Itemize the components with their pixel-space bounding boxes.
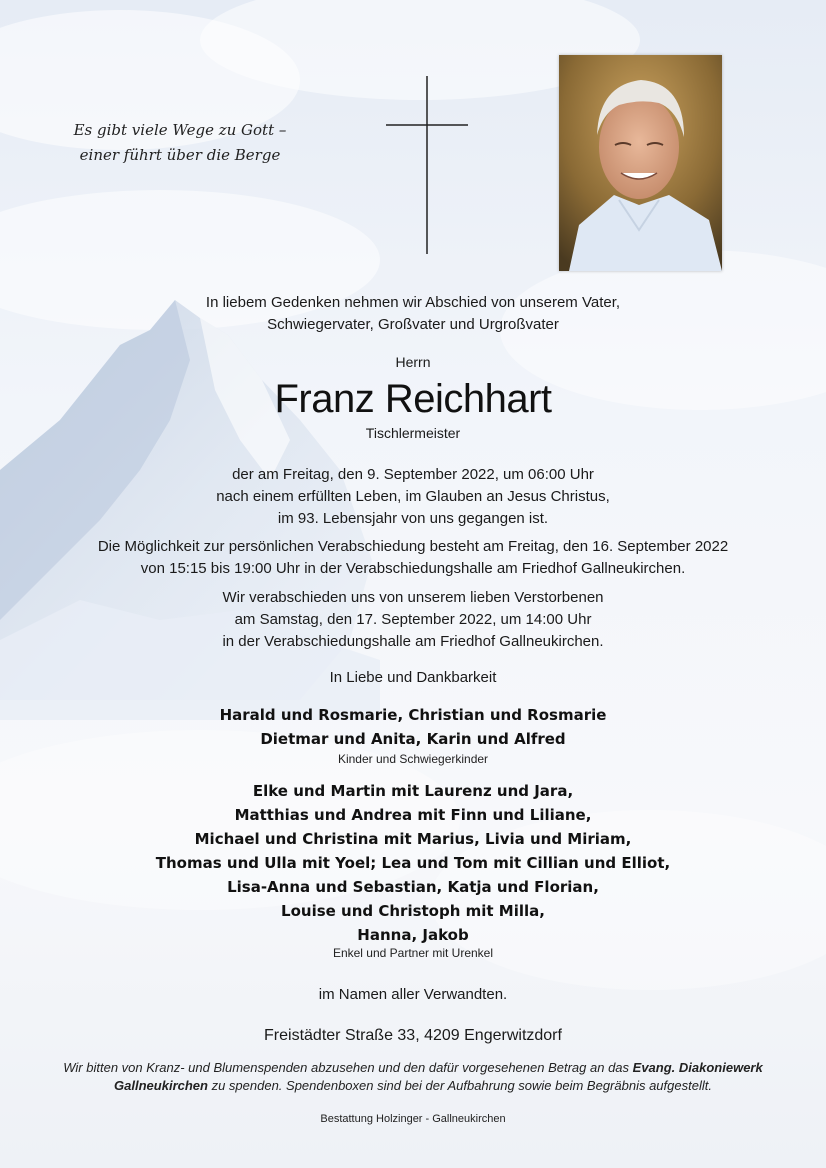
donation-note-part-2: zu spenden. Spendenboxen sind bei der Aufbahrung sowie beim Begräbnis aufgestellt. xyxy=(207,1078,712,1093)
viewing-info xyxy=(0,536,826,580)
donation-org-part-2: Gallneukirchen xyxy=(114,1078,208,1093)
intro-text xyxy=(0,292,826,336)
profession: Tischlermeister xyxy=(365,425,461,441)
honorific: Herrn xyxy=(395,354,431,370)
grandchildren-line-2: Matthias und Andrea mit Finn und Liliane, xyxy=(234,806,592,824)
children-line-1: Harald und Rosmarie, Christian und Rosmarie xyxy=(219,706,607,724)
farewell-info xyxy=(0,587,826,653)
farewell-line-1: Wir verabschieden uns von unserem lieben Verstorbenen xyxy=(222,589,604,606)
farewell-line-3: in der Verabschiedungshalle am Friedhof Gallneukirchen. xyxy=(222,633,604,650)
donation-note-part-1: Wir bitten von Kranz- und Blumenspenden abzusehen und den dafür vorgesehenen Betrag an das xyxy=(63,1060,633,1075)
motto-line-2: einer führt über die Berge xyxy=(79,146,281,164)
portrait-photo xyxy=(559,55,722,271)
address: Freistädter Straße 33, 4209 Engerwitzdorf xyxy=(264,1027,562,1044)
cross-icon xyxy=(386,76,468,254)
intro-line-1: In liebem Gedenken nehmen wir Abschied von unserem Vater, xyxy=(205,294,621,311)
grandchildren-line-4: Thomas und Ulla mit Yoel; Lea und Tom mit Cillian und Elliot, xyxy=(155,854,671,872)
donation-note xyxy=(40,1059,786,1095)
motto xyxy=(50,118,310,168)
viewing-line-1: Die Möglichkeit zur persönlichen Verabschiedung besteht am Freitag, den 16. September 2022 xyxy=(97,538,729,555)
grandchildren-line-3: Michael und Christina mit Marius, Livia und Miriam, xyxy=(194,830,632,848)
death-notice-line-3: im 93. Lebensjahr von uns gegangen ist. xyxy=(277,510,549,527)
intro-line-2: Schwiegervater, Großvater und Urgroßvater xyxy=(267,316,559,333)
grandchildren-list xyxy=(0,779,826,947)
footer-funeral-home: Bestattung Holzinger - Gallneukirchen xyxy=(320,1113,506,1125)
donation-org-part-1: Evang. Diakoniewerk xyxy=(632,1060,763,1075)
children-line-2: Dietmar und Anita, Karin und Alfred xyxy=(260,730,566,748)
grandchildren-line-6: Louise und Christoph mit Milla, xyxy=(281,902,545,920)
farewell-line-2: am Samstag, den 17. September 2022, um 14:00 Uhr xyxy=(234,611,592,628)
death-notice-line-1: der am Freitag, den 9. September 2022, um 06:00 Uhr xyxy=(232,466,594,483)
relatives-line: im Namen aller Verwandten. xyxy=(318,986,508,1003)
grandchildren-line-5: Lisa-Anna und Sebastian, Katja und Florian, xyxy=(227,878,599,896)
death-notice xyxy=(0,464,826,530)
grandchildren-line-1: Elke und Martin mit Laurenz und Jara, xyxy=(252,782,574,800)
death-notice-line-2: nach einem erfüllten Leben, im Glauben an Jesus Christus, xyxy=(216,488,610,505)
motto-line-1: Es gibt viele Wege zu Gott – xyxy=(73,121,287,139)
love-line: In Liebe und Dankbarkeit xyxy=(329,669,497,686)
grandchildren-caption: Enkel und Partner mit Urenkel xyxy=(332,946,494,960)
grandchildren-line-7: Hanna, Jakob xyxy=(357,926,469,944)
viewing-line-2: von 15:15 bis 19:00 Uhr in der Verabschiedungshalle am Friedhof Gallneukirchen. xyxy=(140,560,686,577)
deceased-name: Franz Reichhart xyxy=(274,377,552,421)
children-list xyxy=(0,703,826,751)
children-caption: Kinder und Schwiegerkinder xyxy=(337,752,489,766)
